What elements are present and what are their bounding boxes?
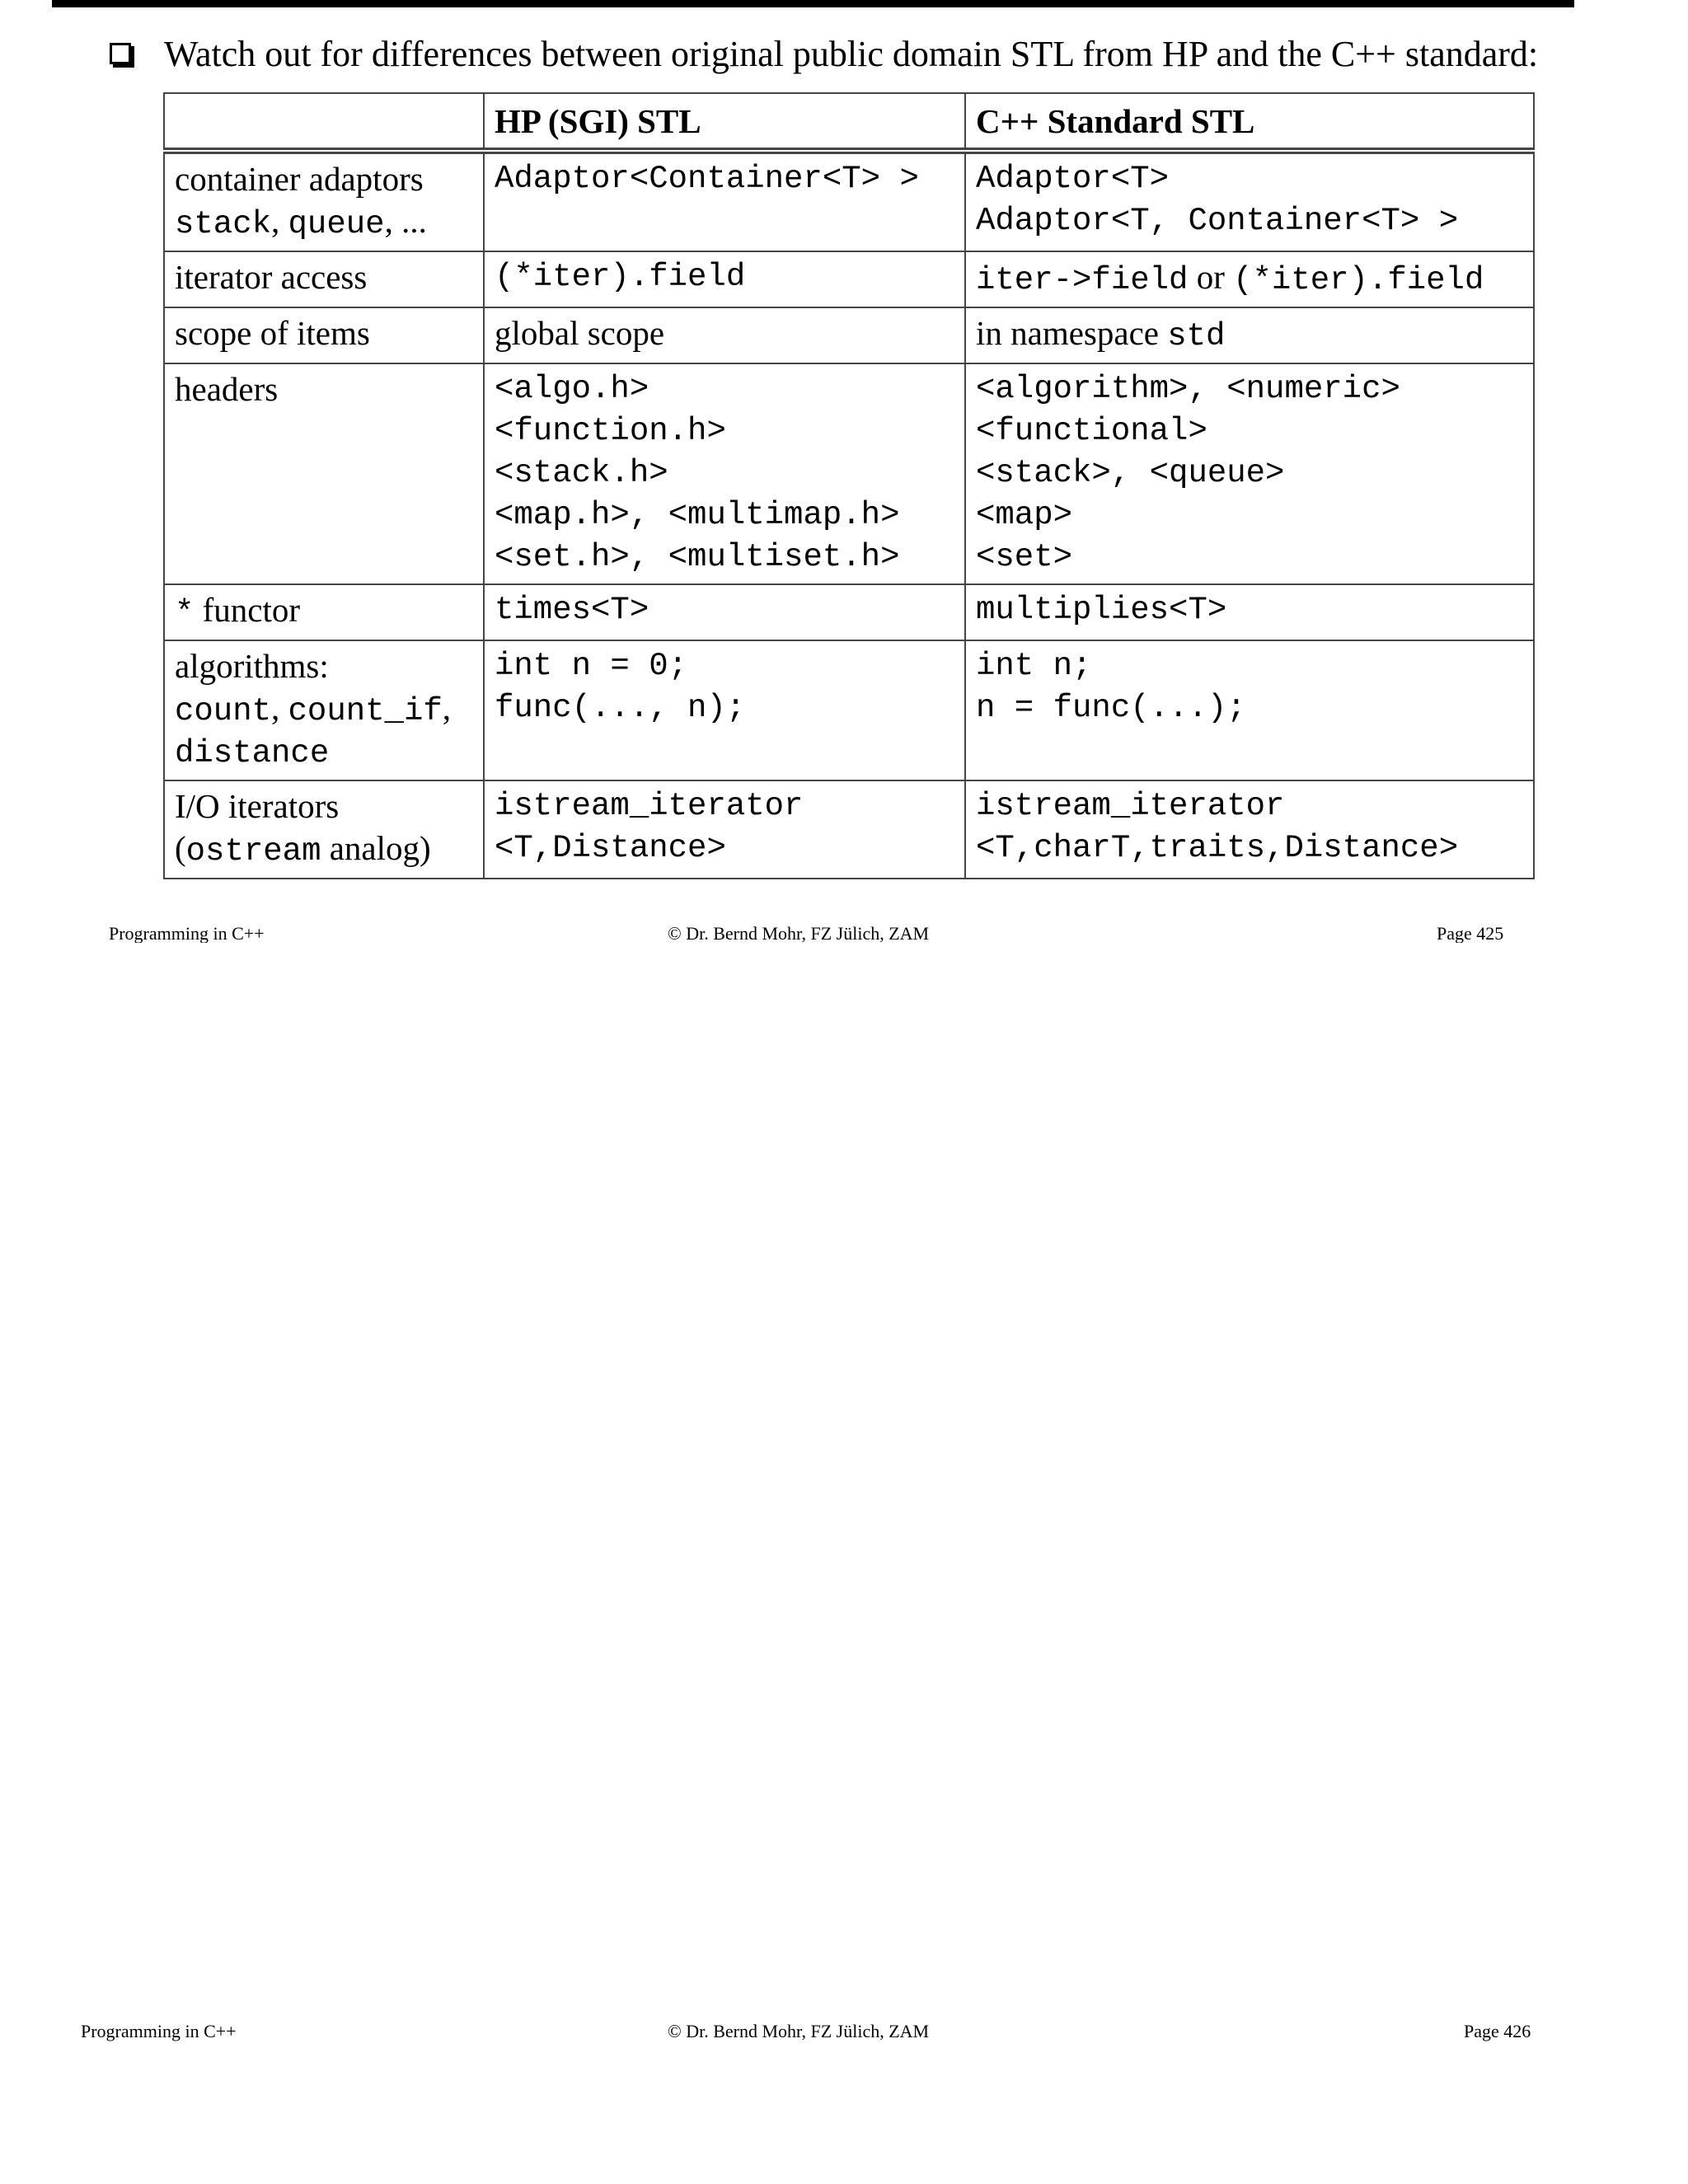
feature-cell: scope of items (164, 307, 484, 363)
header-hp: HP (SGI) STL (484, 93, 965, 151)
hp-cell: istream_iterator <T,Distance> (484, 780, 965, 879)
table-row (164, 251, 1534, 307)
table-row (164, 307, 1534, 363)
table-row (164, 780, 1534, 879)
std-cell: multiplies<T> (965, 584, 1534, 640)
footer-page-number: Page 425 (1437, 923, 1504, 943)
feature-cell: * functor (164, 584, 484, 640)
checkbox-bullet-icon (110, 43, 131, 64)
footer-center: © Dr. Bernd Mohr, FZ Jülich, ZAM (668, 923, 930, 943)
table-row (164, 640, 1534, 780)
footer-page-425 (0, 920, 1688, 943)
footer-center: © Dr. Bernd Mohr, FZ Jülich, ZAM (668, 2021, 930, 2041)
feature-cell: I/O iterators (ostream analog) (164, 780, 484, 879)
std-cell: istream_iterator <T,charT,traits,Distance> (965, 780, 1534, 879)
stl-comparison-table (163, 92, 1535, 879)
hp-cell: times<T> (484, 584, 965, 640)
feature-cell: iterator access (164, 251, 484, 307)
footer-left: Programming in C++ (109, 923, 265, 943)
std-cell: Adaptor<T> Adaptor<T, Container<T> > (965, 151, 1534, 251)
table-row (164, 151, 1534, 251)
table-row (164, 363, 1534, 584)
hp-cell: int n = 0; func(..., n); (484, 640, 965, 780)
hp-cell: <algo.h> <function.h> <stack.h> <map.h>, <multimap.h> <set.h>, <multiset.h> (484, 363, 965, 584)
feature-cell: headers (164, 363, 484, 584)
intro-text: Watch out for differences between original public domain STL from HP and the C++ standard: (164, 34, 1539, 74)
hp-cell: global scope (484, 307, 965, 363)
hp-cell: (*iter).field (484, 251, 965, 307)
hp-cell: Adaptor<Container<T> > (484, 151, 965, 251)
footer-left: Programming in C++ (81, 2021, 237, 2041)
table-row (164, 584, 1534, 640)
std-cell: iter->field or (*iter).field (965, 251, 1534, 307)
table-header-row (164, 93, 1534, 151)
feature-cell: container adaptors stack, queue, ... (164, 151, 484, 251)
footer-page-number: Page 426 (1464, 2021, 1531, 2041)
feature-cell: algorithms: count, count_if, distance (164, 640, 484, 780)
std-cell: in namespace std (965, 307, 1534, 363)
top-rule (52, 0, 1574, 7)
header-std: C++ Standard STL (965, 93, 1534, 151)
std-cell: <algorithm>, <numeric> <functional> <stack>, <queue> <map> <set> (965, 363, 1534, 584)
std-cell: int n; n = func(...); (965, 640, 1534, 780)
header-empty (164, 93, 484, 151)
